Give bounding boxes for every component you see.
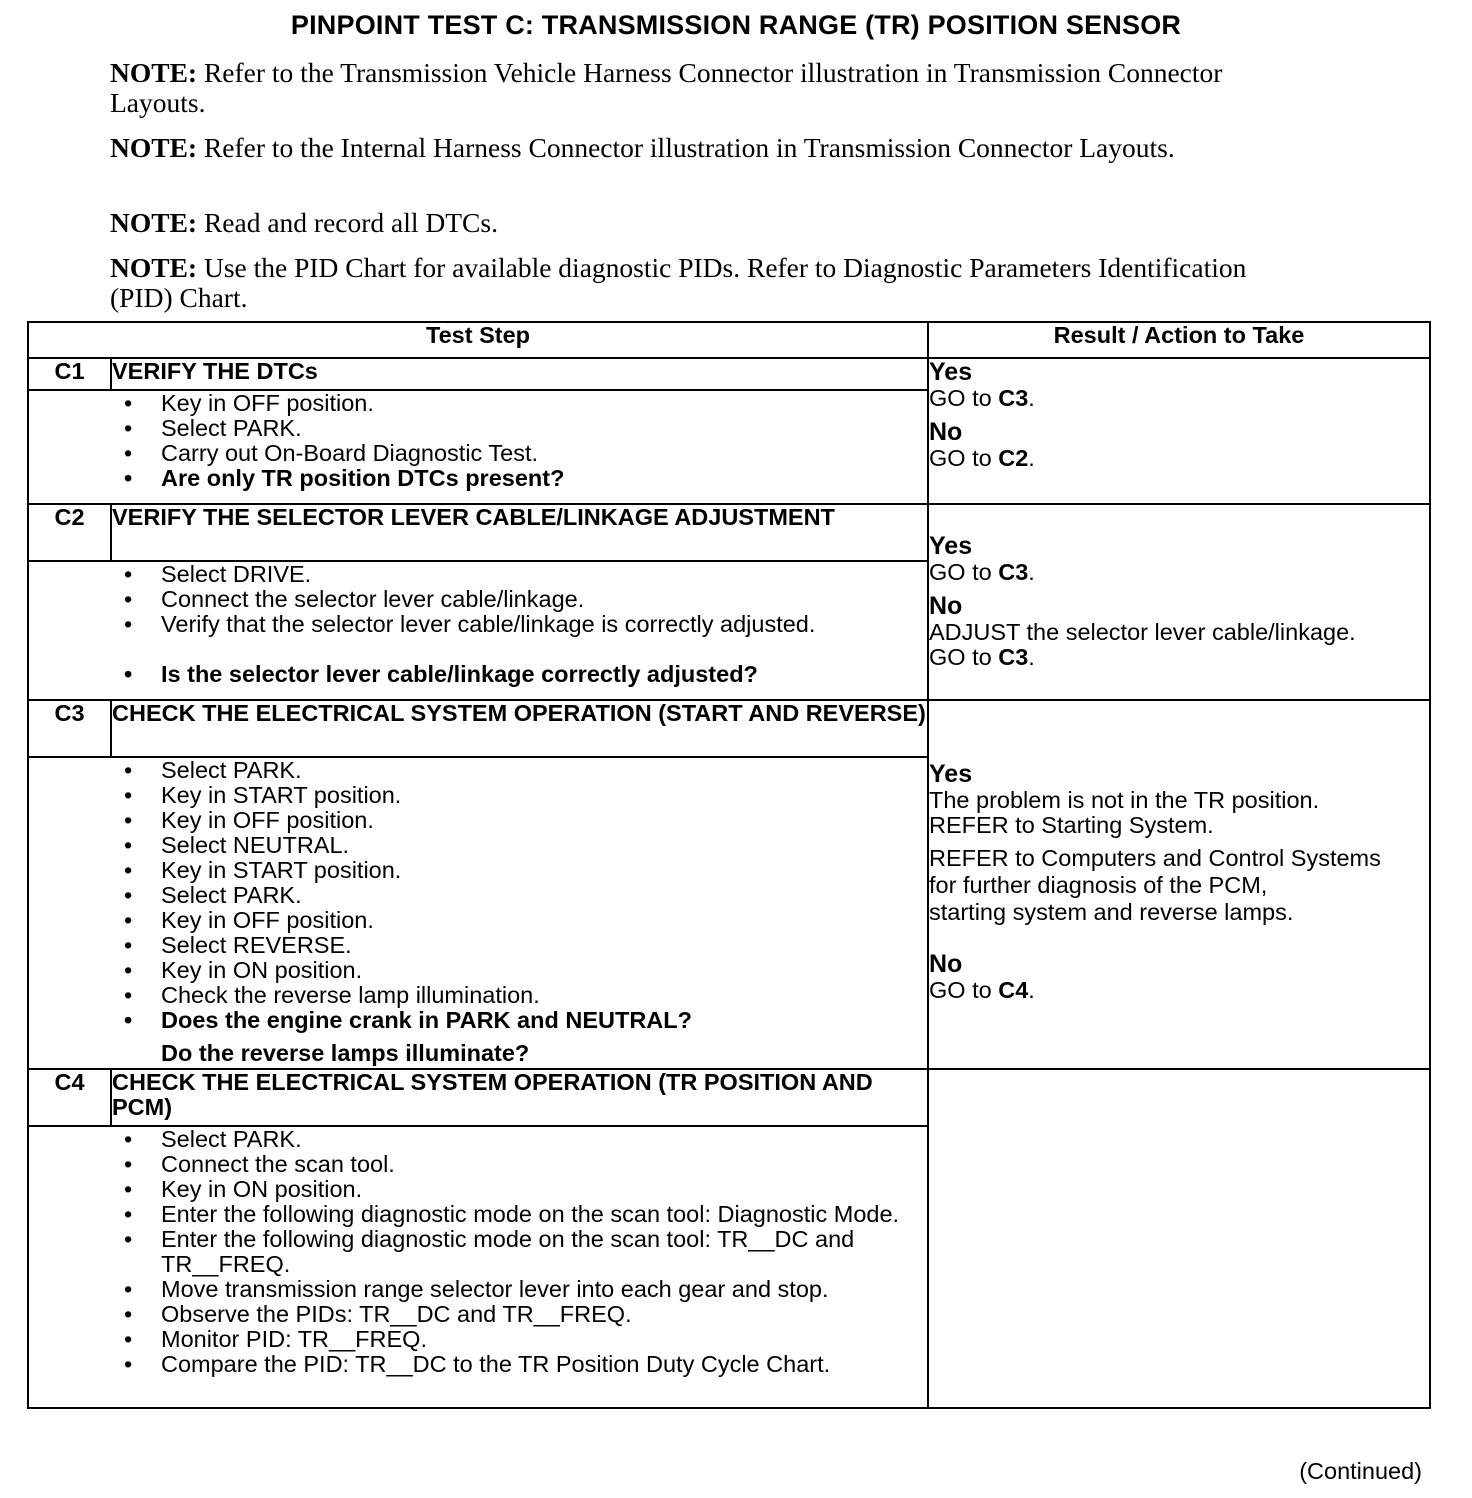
- list-item: • Select DRIVE.: [29, 562, 927, 587]
- step-heading-row: [28, 1069, 1430, 1126]
- step-heading-row: [28, 358, 1430, 390]
- list-item: • Key in START position.: [29, 783, 927, 808]
- note: [110, 253, 1270, 313]
- yes-action: GO to C3.: [929, 385, 1035, 411]
- step-bullets: [29, 562, 927, 687]
- list-item: • Key in ON position.: [29, 1177, 927, 1202]
- step-body: [28, 1126, 928, 1408]
- list-item: • Observe the PIDs: TR__DC and TR__FREQ.: [29, 1302, 927, 1327]
- step-heading: CHECK THE ELECTRICAL SYSTEM OPERATION (TR POSITION AND PCM): [111, 1069, 928, 1126]
- list-item: • Monitor PID: TR__FREQ.: [29, 1327, 927, 1352]
- step-id: C4: [28, 1069, 111, 1126]
- step-question-continued: Do the reverse lamps illuminate?: [161, 1040, 530, 1066]
- step-question: • Is the selector lever cable/linkage correctly adjusted?: [29, 662, 927, 687]
- note-text: Refer to the Transmission Vehicle Harness Connector illustration in Transmission Connector Layouts.: [110, 57, 1223, 118]
- list-item: • Select REVERSE.: [29, 933, 927, 958]
- list-item: • Move transmission range selector lever into each gear and stop.: [29, 1277, 927, 1302]
- list-item: • Key in OFF position.: [29, 908, 927, 933]
- step-question: • Are only TR position DTCs present?: [29, 466, 927, 491]
- list-item: • Check the reverse lamp illumination.: [29, 983, 927, 1008]
- step-heading: CHECK THE ELECTRICAL SYSTEM OPERATION (START AND REVERSE): [111, 700, 928, 757]
- step-result: [928, 504, 1430, 700]
- step-body: [28, 757, 928, 1069]
- column-header-result: Result / Action to Take: [928, 322, 1430, 358]
- list-item: • Key in OFF position.: [29, 391, 927, 416]
- note-label: NOTE:: [110, 207, 198, 238]
- no-label: No: [929, 592, 963, 620]
- list-item: • Carry out On-Board Diagnostic Test.: [29, 441, 927, 466]
- column-header-test-step: Test Step: [28, 322, 928, 358]
- no-action: GO to C3.: [929, 644, 1035, 670]
- no-action: ADJUST the selector lever cable/linkage.: [929, 619, 1356, 645]
- step-bullets: [29, 391, 927, 491]
- list-item: • Connect the scan tool.: [29, 1152, 927, 1177]
- no-action: GO to C2.: [929, 445, 1035, 471]
- yes-label: Yes: [929, 760, 973, 788]
- step-body: [28, 561, 928, 700]
- step-heading: VERIFY THE SELECTOR LEVER CABLE/LINKAGE ADJUSTMENT: [111, 504, 928, 561]
- yes-label: Yes: [929, 358, 973, 386]
- step-result: [928, 700, 1430, 1069]
- continued-label: (Continued): [1299, 1458, 1422, 1484]
- note-text: Use the PID Chart for available diagnostic PIDs. Refer to Diagnostic Parameters Identification (PID) Chart.: [110, 252, 1247, 313]
- list-item: • Select NEUTRAL.: [29, 833, 927, 858]
- step-heading: VERIFY THE DTCs: [111, 358, 928, 390]
- table-header-row: [28, 322, 1430, 358]
- no-label: No: [929, 418, 963, 446]
- yes-label: Yes: [929, 532, 973, 560]
- step-bullets: [29, 1127, 927, 1377]
- note-text: Refer to the Internal Harness Connector illustration in Transmission Connector Layouts.: [197, 132, 1175, 163]
- no-label: No: [929, 950, 963, 978]
- list-item: • Key in START position.: [29, 858, 927, 883]
- step-id: C3: [28, 700, 111, 757]
- note-label: NOTE:: [110, 132, 198, 163]
- step-result: [928, 358, 1430, 504]
- yes-action: REFER to Computers and Control Systems: [929, 845, 1381, 871]
- list-item: • Key in OFF position.: [29, 808, 927, 833]
- list-item: • Select PARK.: [29, 1127, 927, 1152]
- step-bullets: [29, 758, 927, 1033]
- note: [110, 133, 1410, 163]
- step-id: C2: [28, 504, 111, 561]
- yes-action: for further diagnosis of the PCM,: [929, 872, 1268, 898]
- note-label: NOTE:: [110, 57, 198, 88]
- yes-action: The problem is not in the TR position.: [929, 787, 1320, 813]
- list-item: • Enter the following diagnostic mode on the scan tool: Diagnostic Mode.: [29, 1202, 927, 1227]
- note-label: NOTE:: [110, 252, 198, 283]
- list-item: • Enter the following diagnostic mode on the scan tool: TR__DC and TR__FREQ.: [29, 1227, 927, 1277]
- list-item: • Select PARK.: [29, 883, 927, 908]
- list-item: • Select PARK.: [29, 416, 927, 441]
- step-heading-row: [28, 504, 1430, 561]
- step-heading-row: [28, 700, 1430, 757]
- note-text: Read and record all DTCs.: [197, 207, 498, 238]
- yes-action: starting system and reverse lamps.: [929, 899, 1294, 925]
- pinpoint-test-table: [27, 321, 1431, 1409]
- yes-action: GO to C3.: [929, 559, 1035, 585]
- list-item: • Key in ON position.: [29, 958, 927, 983]
- step-question: • Does the engine crank in PARK and NEUTRAL?: [29, 1008, 927, 1033]
- step-result: [928, 1069, 1430, 1408]
- list-item: • Select PARK.: [29, 758, 927, 783]
- note: [110, 58, 1270, 118]
- step-id: C1: [28, 358, 111, 390]
- note: [110, 208, 1410, 238]
- list-item: • Connect the selector lever cable/linkage.: [29, 587, 927, 612]
- step-body: [28, 390, 928, 504]
- list-item: • Verify that the selector lever cable/linkage is correctly adjusted.: [29, 612, 927, 637]
- page-title: PINPOINT TEST C: TRANSMISSION RANGE (TR) POSITION SENSOR: [290, 10, 1182, 40]
- no-action: GO to C4.: [929, 977, 1035, 1003]
- list-item: • Compare the PID: TR__DC to the TR Position Duty Cycle Chart.: [29, 1352, 927, 1377]
- yes-action: REFER to Starting System.: [929, 812, 1214, 838]
